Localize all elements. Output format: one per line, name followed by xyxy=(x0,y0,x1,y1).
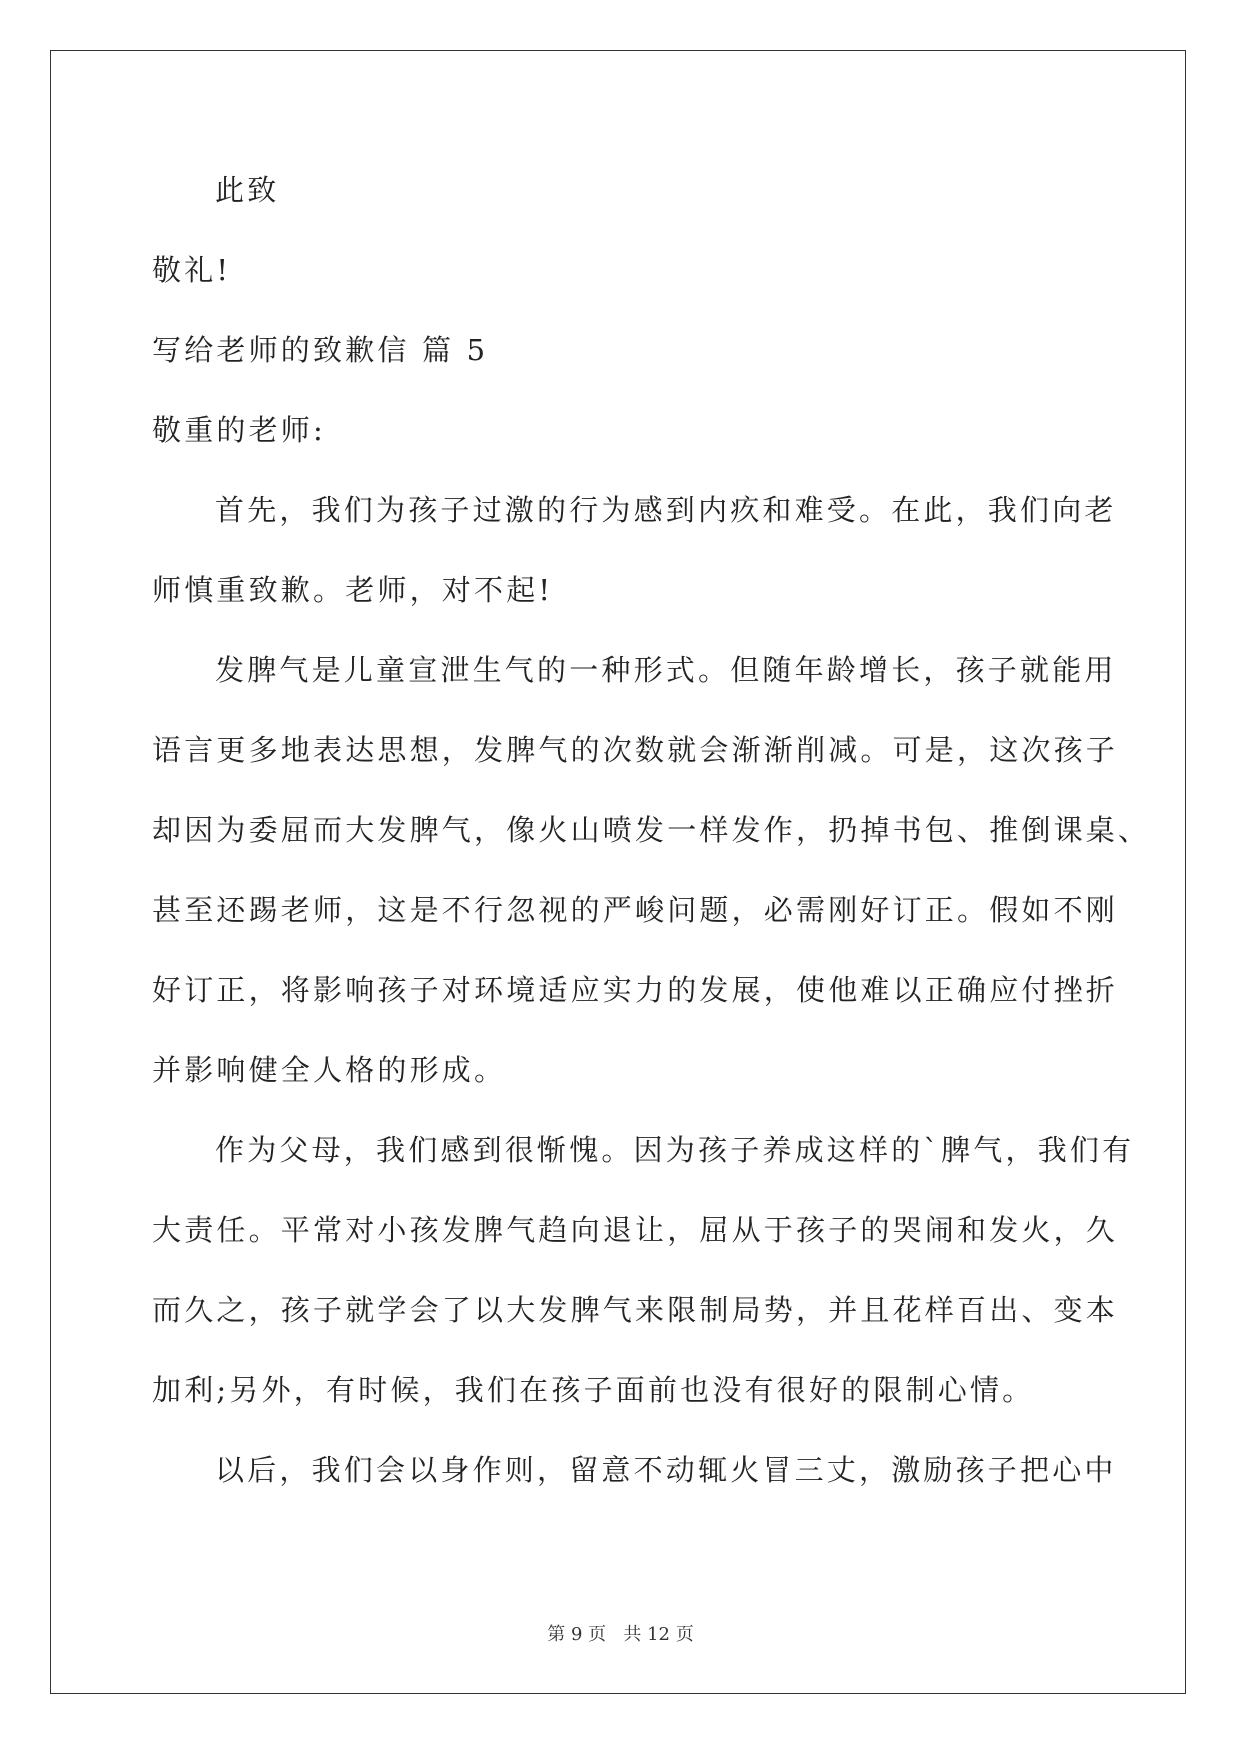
paragraph-line: 语言更多地表达思想，发脾气的次数就会渐渐削减。可是，这次孩子 xyxy=(152,733,1119,767)
paragraph-line: 首先，我们为孩子过激的行为感到内疚和难受。在此，我们向老 xyxy=(215,493,1117,527)
paragraph-line: 而久之，孩子就学会了以大发脾气来限制局势，并且花样百出、变本 xyxy=(152,1293,1119,1327)
section-heading: 写给老师的致歉信 篇 5 xyxy=(152,333,489,367)
paragraph-line: 师慎重致歉。老师，对不起! xyxy=(152,573,554,607)
page-number-footer: 第 9 页 共 12 页 xyxy=(547,1624,694,1645)
paragraph-line: 加利;另外，有时候，我们在孩子面前也没有很好的限制心情。 xyxy=(152,1373,1035,1407)
letter-greeting: 敬重的老师: xyxy=(152,413,326,447)
closing-regards: 敬礼! xyxy=(152,253,232,287)
paragraph-line: 却因为委屈而大发脾气，像火山喷发一样发作，扔掉书包、推倒课桌、 xyxy=(152,813,1151,847)
paragraph-line: 好订正，将影响孩子对环境适应实力的发展，使他难以正确应付挫折 xyxy=(152,973,1119,1007)
paragraph-line: 以后，我们会以身作则，留意不动辄火冒三丈，激励孩子把心中 xyxy=(215,1453,1117,1487)
closing-salutation: 此致 xyxy=(215,173,280,207)
paragraph-line: 发脾气是儿童宣泄生气的一种形式。但随年龄增长，孩子就能用 xyxy=(215,653,1117,687)
paragraph-line: 大责任。平常对小孩发脾气趋向退让，屈从于孩子的哭闹和发火，久 xyxy=(152,1213,1119,1247)
paragraph-line: 作为父母，我们感到很惭愧。因为孩子养成这样的`脾气，我们有 xyxy=(215,1133,1135,1167)
page-border xyxy=(50,50,1186,1694)
paragraph-line: 甚至还踢老师，这是不行忽视的严峻问题，必需刚好订正。假如不刚 xyxy=(152,893,1119,927)
paragraph-line: 并影响健全人格的形成。 xyxy=(152,1053,507,1087)
